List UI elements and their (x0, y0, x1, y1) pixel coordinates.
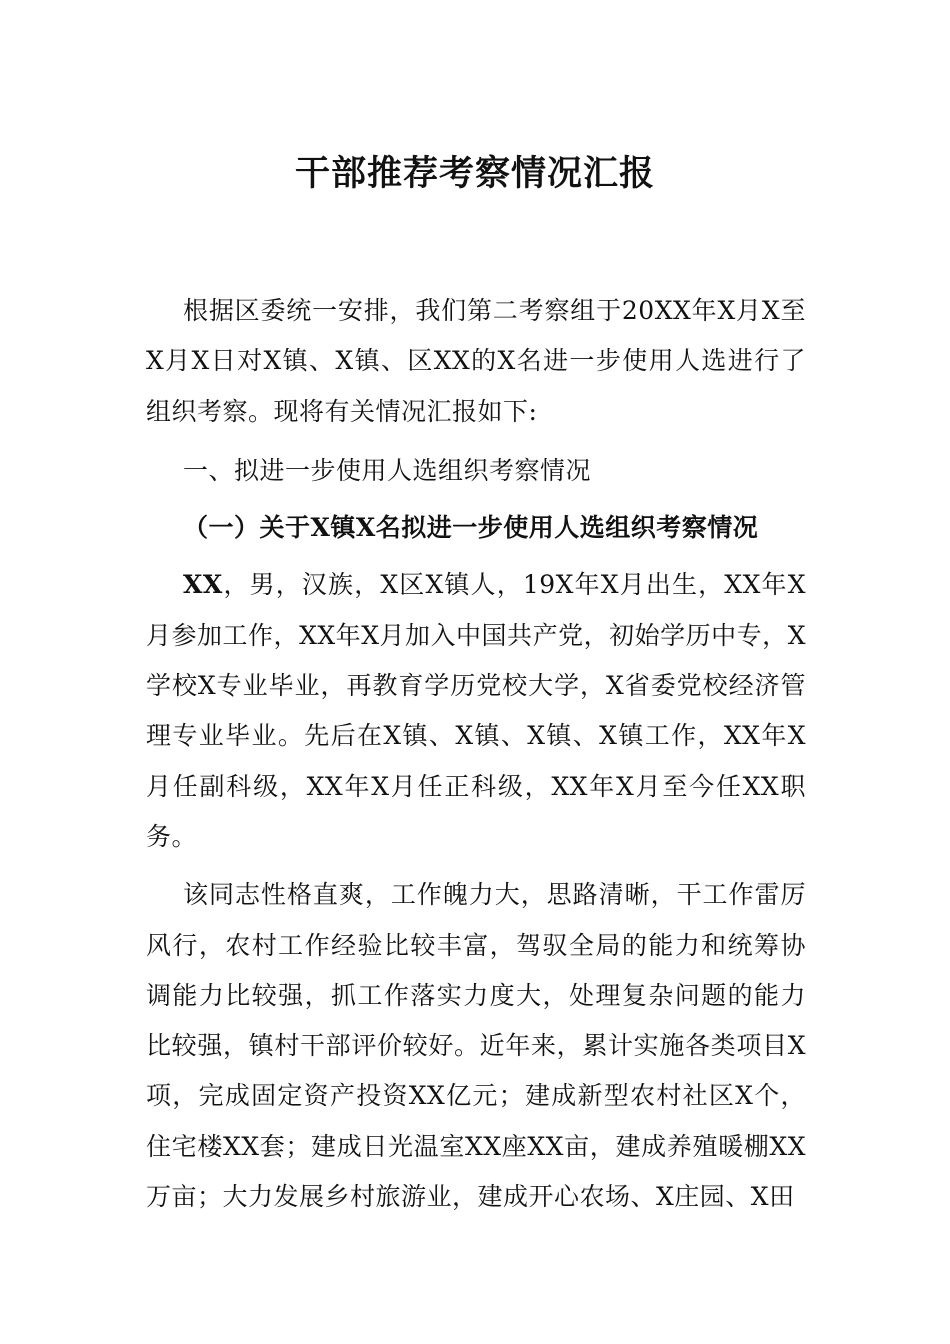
candidate-profile-paragraph (146, 560, 806, 862)
candidate-profile-text: ，男，汉族，X区X镇人，19X年X月出生，XX年X月参加工作，XX年X月加入中国共产党，初始学历中专，X学校X专业毕业，再教育学历党校大学，X省委党校经济管理专业毕业。先后在X镇、X镇、X镇、X镇工作，XX年X月任副科级，XX年X月任正科级，XX年X月至今任XX职务。 (146, 570, 806, 851)
intro-paragraph: 根据区委统一安排，我们第二考察组于20XX年X月X至X月X日对X镇、X镇、区XX的X名进一步使用人选进行了组织考察。现将有关情况汇报如下: (146, 296, 806, 426)
document-body (146, 286, 806, 1222)
document-title: 干部推荐考察情况汇报 (294, 153, 655, 194)
evaluation-paragraph: 该同志性格直爽，工作魄力大，思路清晰，干工作雷厉风行，农村工作经验比较丰富，驾驭全局的能力和统筹协调能力比较强，抓工作落实力度大，处理复杂问题的能力比较强，镇村干部评价较好。近年来，累计实施各类项目X项，完成固定资产投资XX亿元；建成新型农村社区X个，住宅楼XX套；建成日光温室XX座XX亩，建成养殖暖棚XX万亩；大力发展乡村旅游业，建成开心农场、X庄园、X田 (146, 880, 806, 1212)
candidate-name: XX (183, 570, 223, 600)
subsection-heading: （一）关于X镇X名拟进一步使用人选组织考察情况 (183, 513, 759, 543)
section-heading: 一、拟进一步使用人选组织考察情况 (183, 455, 592, 485)
